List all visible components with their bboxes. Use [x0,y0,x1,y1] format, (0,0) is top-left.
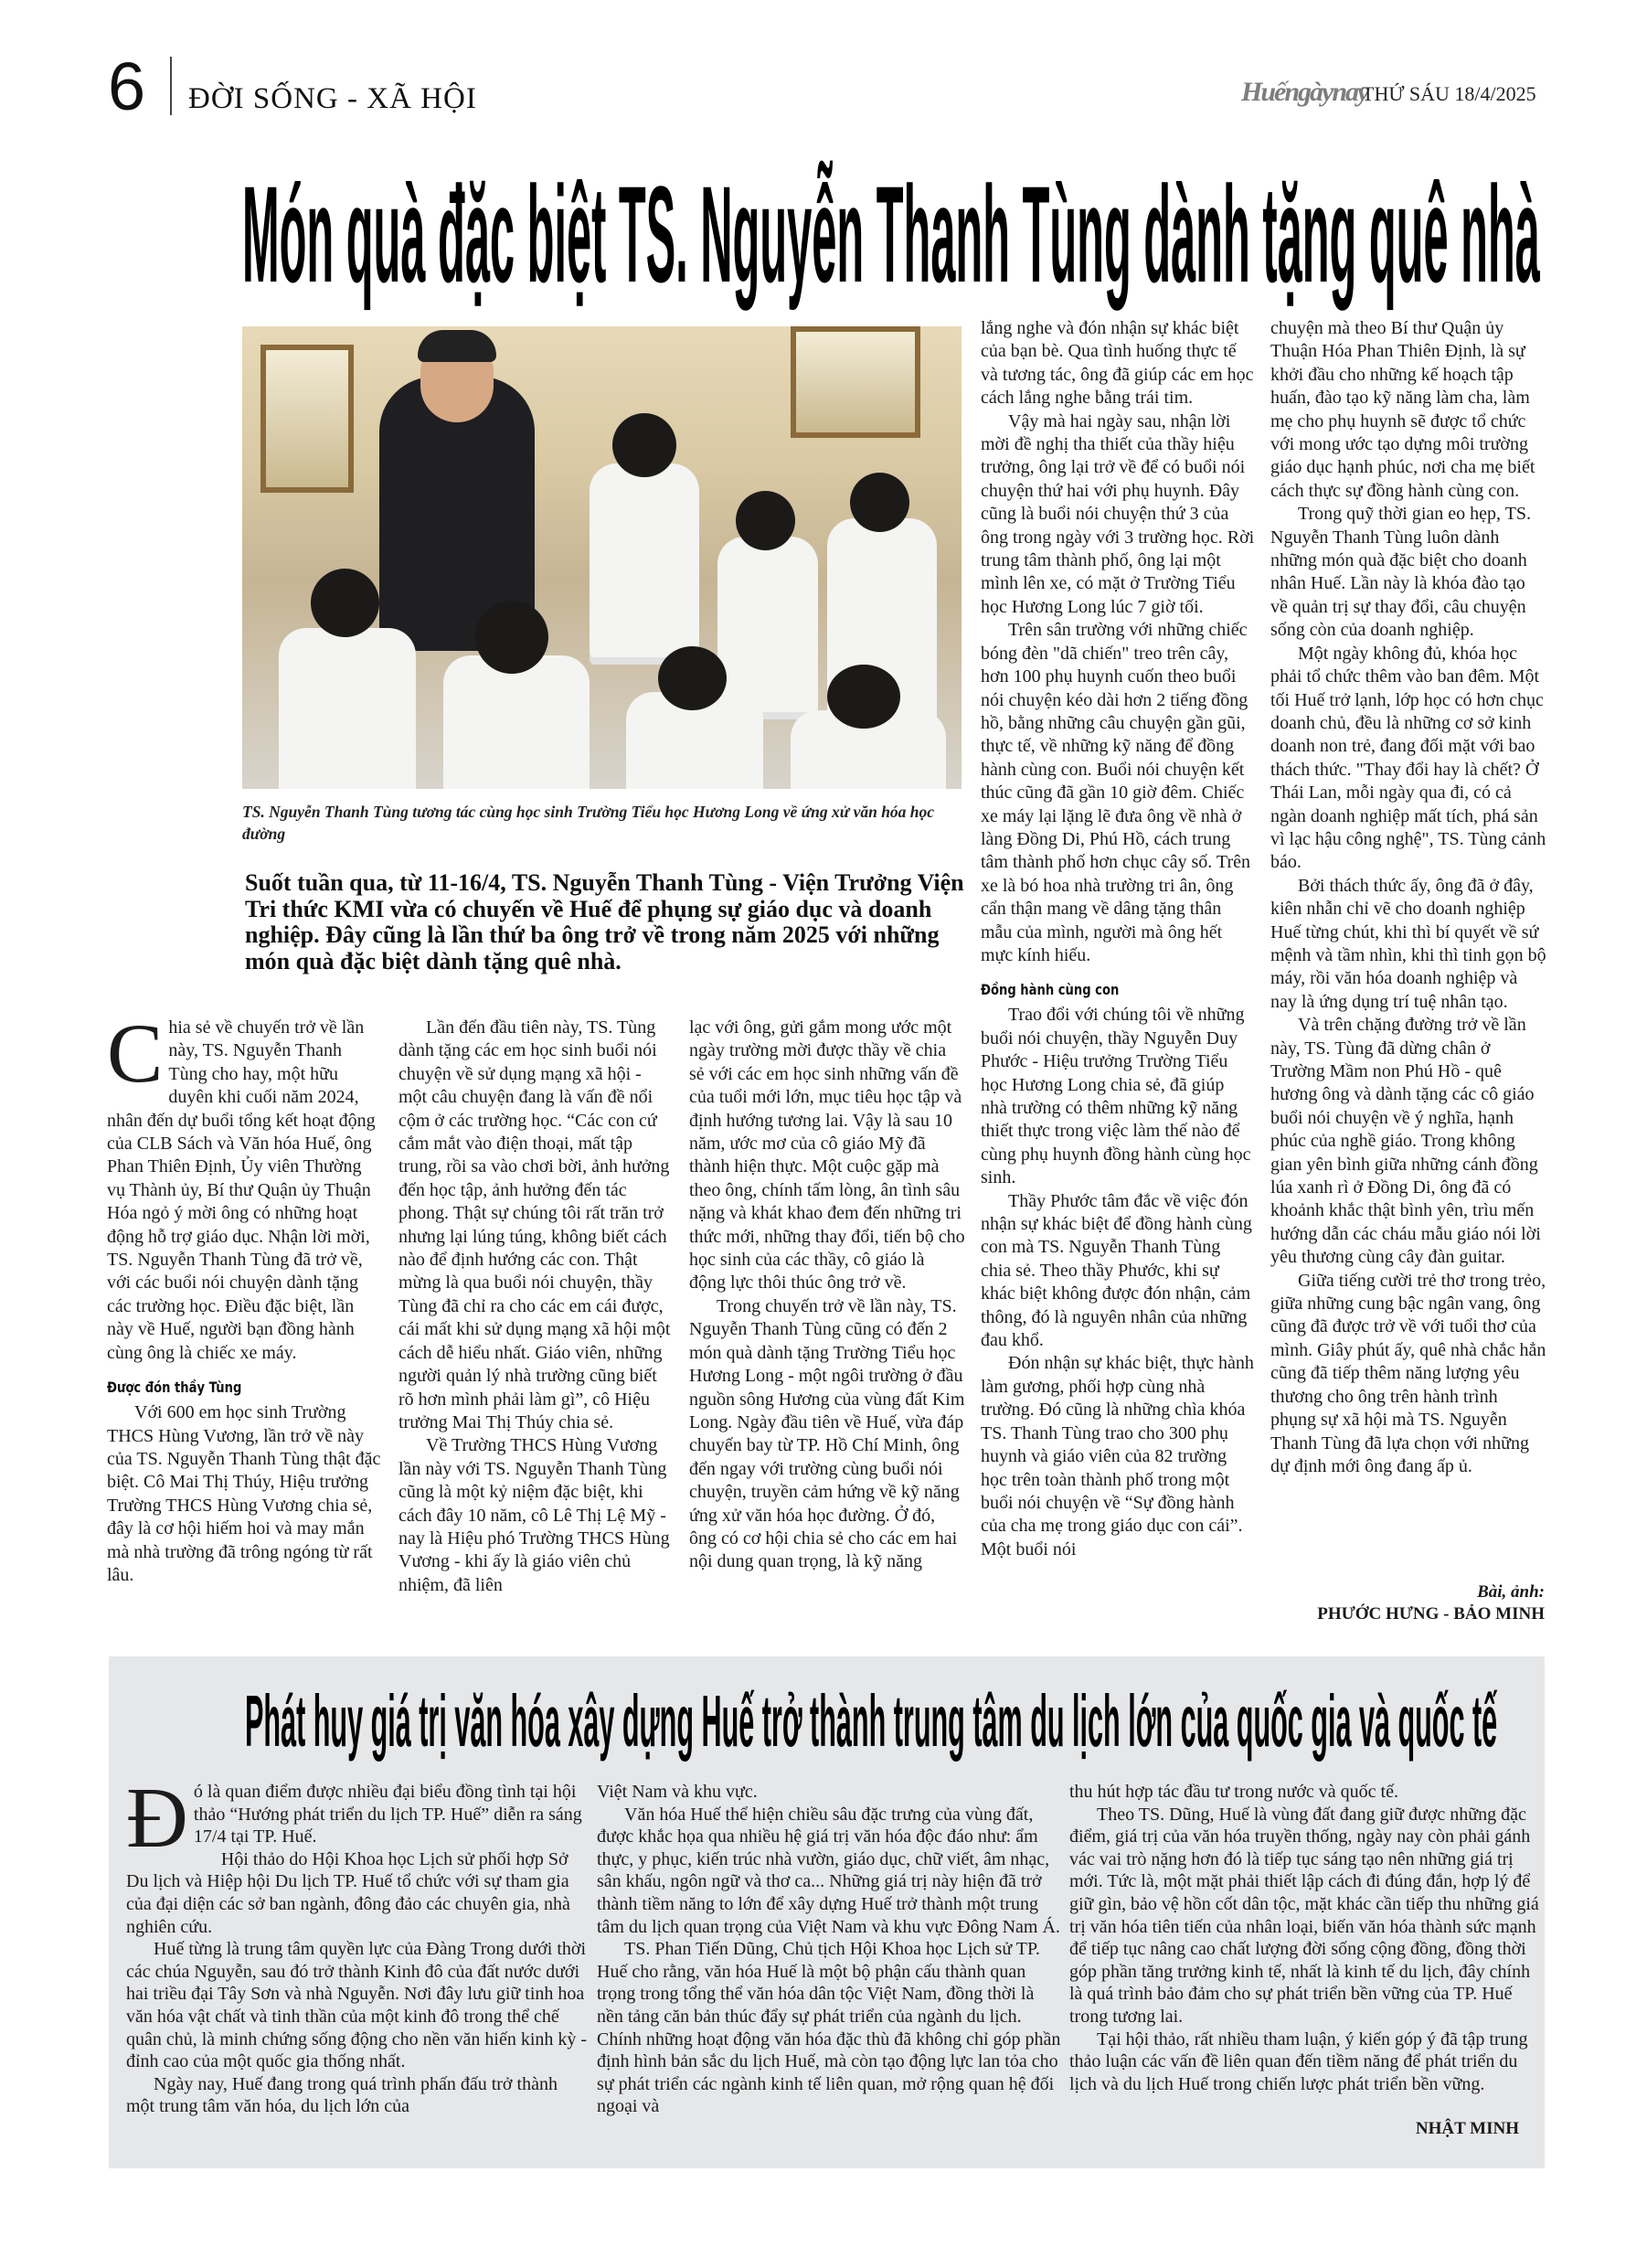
paragraph: Với 600 em học sinh Trường THCS Hùng Vương, lần trở về này của TS. Nguyễn Thanh Tùng thật đặc biệt. Cô Mai Thị Thúy, Hiệu trưởng Trường THCS Hùng Vương chia sẻ, đây là cơ hội hiếm hoi và may mắn mà nhà trường đã trông ngóng từ rất lâu. [107,1402,381,1585]
article2-column-1 [126,1771,588,2118]
student-figure [590,463,699,665]
paragraph-text: ó là quan điểm được nhiều đại biểu đồng tình tại hội thảo “Hướng phát triển du lịch TP. Huế” diễn ra sáng 17/4 tại TP. Huế. [193,1782,582,1847]
paragraph: lắng nghe và đón nhận sự khác biệt của bạn bè. Qua tình huống thực tế và tương tác, ông đã giúp các em học cách lắng nghe bằng trái tim. [981,318,1254,409]
paragraph: Việt Nam và khu vực. [597,1782,758,1802]
student-head [850,473,909,532]
paragraph: Và trên chặng đường trở về lần này, TS. Tùng đã dừng chân ở Trường Mầm non Phú Hồ - quê hương ông và dành tặng các cô giáo buổi nói chuyện về ý nghĩa, hạnh phúc của nghề giáo. Trong không gian yên bình giữa những cánh đồng lúa xanh rì ở Đồng Di, ông đã có khoảnh khắc thật bình yên, trìu mến hướng dẫn các cháu mẫu giáo nói lời yêu thương cùng cây đàn guitar. [1270,1015,1541,1268]
article-column-5 [1270,317,1546,1478]
paragraph: Thầy Phước tâm đắc về việc đón nhận sự khác biệt để đồng hành cùng con mà TS. Nguyễn Thanh Tùng chia sẻ. Theo thầy Phước, khi sự khác biệt không được đón nhận, cảm thông, đó là nguyên nhân của những đau khổ. [981,1190,1252,1351]
student-head [827,665,900,729]
paragraph: Trong chuyến trở về lần này, TS. Nguyễn Thanh Tùng cũng có đến 2 món quà dành tặng Trường Tiểu học Hương Long - một ngôi trường ở đầu nguồn sông Hương của vùng đất Kim Long. Ngày đầu tiên về Huế, vừa đáp chuyến bay từ TP. Hồ Chí Minh, ông đến ngay với trường cùng buổi nói chuyện, truyền cảm hứng về kỹ năng ứng xử văn hóa học đường. Ở đó, ông có cơ hội chia sẻ cho các em hai nội dung quan trọng, là kỹ năng [689,1295,965,1572]
paragraph: Vậy mà hai ngày sau, nhận lời mời đề nghị tha thiết của thầy hiệu trưởng, ông lại trở về để có buổi nói chuyện thứ hai với phụ huynh. Đây cũng là buổi nói chuyện thứ 3 của ông trong ngày với 3 trường học. Rời trung tâm thành phố, ông lại một mình lên xe, có mặt ở Trường Tiểu học Hương Long lúc 7 giờ tối. [981,410,1255,617]
subheading: Được đón thầy Tùng [107,1379,242,1397]
paragraph: Hội thảo do Hội Khoa học Lịch sử phối hợp Sở Du lịch và Hiệp hội Du lịch TP. Huế tổ chức với sự tham gia của đại diện các sở ban ngành, đông đảo các chuyên gia, nhà nghiên cứu. [126,1848,570,1937]
paragraph: Bởi thách thức ấy, ông đã ở đây, kiên nhẫn chỉ vẽ cho doanh nghiệp Huế từng chút, khi thì bí quyết về sứ mệnh và tầm nhìn, khi thì tinh gọn bộ máy, rồi văn hóa doanh nghiệp và nay là ứng dụng trí tuệ nhân tạo. [1270,875,1546,1012]
paragraph: Lần đến đầu tiên này, TS. Tùng dành tặng các em học sinh buổi nói chuyện về sử dụng mạng xã hội - một câu chuyện đang là vấn đề nổi cộm ở các trường học. “Các con cứ cắm mắt vào điện thoại, mất tập trung, rồi sa vào chơi bời, ảnh hưởng đến học tập, ảnh hưởng đến tác phong. Thật sự chúng tôi rất trăn trở nhưng lại lúng túng, không biết cách nào để định hướng các con. Thật mừng là qua buổi nói chuyện, thầy Tùng đã chỉ ra cho các em cái được, cái mất khi sử dụng mạng xã hội một cách dễ hiểu nhất. Giáo viên, những người quản lý nhà trường cũng biết rõ hơn mình phải làm gì”, cô Hiệu trưởng Mai Thị Thúy chia sẻ. [398,1017,671,1432]
paragraph: Trao đổi với chúng tôi về những buổi nói chuyện, thầy Nguyễn Duy Phước - Hiệu trưởng Trường Tiểu học Hương Long chia sẻ, đã giúp nhà trường có thêm những kỹ năng thiết thực trong việc làm thế nào để cùng phụ huynh đồng hành cùng học sinh. [981,1005,1251,1188]
student-figure [443,655,590,789]
paragraph: Ngày nay, Huế đang trong quá trình phấn đấu trở thành một trung tâm văn hóa, du lịch lớn của [126,2073,558,2117]
student-figure [279,628,416,789]
student-head [475,601,548,674]
student-head [658,646,727,710]
byline-2: NHẬT MINH [1415,2119,1519,2138]
article-lead: Suốt tuần qua, từ 11-16/4, TS. Nguyễn Thanh Tùng - Viện Trưởng Viện Tri thức KMI vừa có chuyến về Huế để phụng sự giáo dục và doanh nghiệp. Đây cũng là lần thứ ba ông trở về trong năm 2025 với những món quà đặc biệt dành tặng quê nhà. [245,869,964,974]
speaker-hair [418,330,496,362]
student-head [736,491,795,550]
article2-column-3 [1069,1781,1540,2095]
article-headline-2: Phát huy giá trị văn hóa xây dựng Huế trở thành trung tâm du lịch lớn của quốc gia và quốc tế [245,1680,1498,1762]
article-headline: Món quà đặc biệt TS. Nguyễn Thanh Tùng dành tặng quê nhà [242,157,1540,311]
byline-label: Bài, ảnh: [1477,1582,1545,1602]
window [791,326,920,438]
drop-cap: Đ [126,1771,188,1866]
paragraph: thu hút hợp tác đầu tư trong nước và quốc tế. [1069,1782,1398,1802]
paragraph: Về Trường THCS Hùng Vương lần này với TS. Nguyễn Thanh Tùng cũng là một kỷ niệm đặc biệt, khi cách đây 10 năm, cô Lê Thị Lệ Mỹ - nay là Hiệu phó Trường THCS Hùng Vương - khi ấy là giáo viên chủ nhiệm, đã liên [398,1435,670,1595]
paragraph: Văn hóa Huế thể hiện chiều sâu đặc trưng của vùng đất, được khắc họa qua nhiều hệ giá trị văn hóa độc đáo như: ẩm thực, y phục, kiến trúc nhà vườn, giáo dục, chữ viết, âm nhạc, sân khấu, ngôn ngữ và thơ ca... Những giá trị này hiện đã trở thành tiềm năng to lớn để xây dựng Huế trở thành một trung tâm du lịch quan trọng của Việt Nam và khu vực Đông Nam Á. [597,1804,1060,1937]
student-head [612,413,676,477]
paragraph: Theo TS. Dũng, Huế là vùng đất đang giữ được những đặc điểm, giá trị của văn hóa truyền thống, ngày nay còn phải gánh vác vai trò nặng hơn đó là tiếp tục sáng tạo nên những giá trị mới. Tức là, một mặt phải thiết lập cách đi đúng đắn, hợp lý để giữ gìn, bảo vệ hồn cốt dân tộc, mặt khác cần tiếp thu những giá trị văn hóa tiên tiến của nhân loại, biến văn hóa thành sức mạnh để tiếp tục nâng cao chất lượng đời sống cộng đồng, đồng thời góp phần tăng trưởng kinh tế, nhất là kinh tế du lịch, đây chính là quá trình bảo đảm cho sự phát triển bền vững của TP. Huế trong tương lai. [1069,1804,1539,2027]
paragraph: lạc với ông, gửi gắm mong ước một ngày trường mời được thầy về chia sẻ với các em học sinh những vấn đề của tuổi mới lớn, mục tiêu học tập và định hướng tương lai. Vậy là sau 10 năm, ước mơ của cô giáo Mỹ đã thành hiện thực. Một cuộc gặp mà theo ông, chính tấm lòng, ân tình sâu nặng và khát khao đem đến những tri thức mới, những thay đổi, tiến bộ cho học sinh của các thầy, cô giáo là động lực thôi thúc ông trở về. [689,1017,965,1294]
photo-caption: TS. Nguyễn Thanh Tùng tương tác cùng học sinh Trường Tiểu học Hương Long về ứng xử văn hóa học đường [242,803,935,843]
page-number: 6 [108,48,146,124]
article2-column-2 [597,1781,1063,2118]
byline-authors: PHƯỚC HƯNG - BẢO MINH [1317,1604,1545,1624]
section-title: ĐỜI SỐNG - XÃ HỘI [188,82,477,115]
student-head [311,569,379,637]
paragraph: Trong quỹ thời gian eo hẹp, TS. Nguyễn Thanh Tùng luôn dành những món quà đặc biệt cho doanh nhân Huế. Lần này là khóa đào tạo về quản trị sự thay đổi, câu chuyện sống còn của doanh nghiệp. [1270,504,1532,641]
paragraph [126,1771,588,1866]
window [260,345,354,493]
article-column-4 [981,317,1255,1561]
paragraph: chuyện mà theo Bí thư Quận ủy Thuận Hóa Phan Thiên Định, là sự khởi đầu cho những kế hoạch tập huấn, đào tạo kỹ năng làm cha, làm mẹ cho phụ huynh sẽ được tổ chức với mong ước tạo dựng môi trường giáo dục hạnh phúc, nơi cha mẹ biết cách thực sự đồng hành cùng con. [1270,318,1535,501]
paragraph [107,1006,381,1365]
newspaper-logo: Huếngàynay [1241,77,1368,107]
issue-date: THỨ SÁU 18/4/2025 [1362,82,1536,105]
paragraph: TS. Phan Tiến Dũng, Chủ tịch Hội Khoa học Lịch sử TP. Huế cho rằng, văn hóa Huế là một bộ phận cấu thành quan trọng trong tổng thể văn hóa dân tộc Việt Nam, đồng thời là nền tảng căn bản thúc đẩy sự phát triển của ngành du lịch. Chính những hoạt động văn hóa đặc thù đã không chỉ góp phần định hình bản sắc du lịch Huế, mà còn tạo động lực lan tỏa cho sự phát triển các ngành kinh tế liên quan, mở rộng quan hệ đối ngoại và [597,1939,1061,2117]
article-column-1 [107,1006,381,1587]
paragraph: Giữa tiếng cười trẻ thơ trong trẻo, giữa những cung bậc ngân vang, ông cũng đã được trở về với tuổi thơ của mình. Giây phút ấy, quê nhà chắc hẳn cũng đã tiếp thêm năng lượng yêu thương cho ông trên hành trình phụng sự xã hội mà TS. Nguyễn Thanh Tùng đã lựa chọn với những dự định mới ông đang ấp ủ. [1270,1270,1546,1476]
paragraph: Đón nhận sự khác biệt, thực hành làm gương, phối hợp cùng nhà trường. Đó cũng là những chìa khóa TS. Thanh Tùng trao cho 300 phụ huynh và giáo viên của 82 trường học trên toàn thành phố trong một buổi nói chuyện về “Sự đồng hành của cha mẹ trong giáo dục con cái”. Một buổi nói [981,1353,1254,1560]
article-photo [242,326,962,789]
paragraph: Huế từng là trung tâm quyền lực của Đàng Trong dưới thời các chúa Nguyễn, sau đó trở thành Kinh đô của đất nước dưới hai triều đại Tây Sơn và nhà Nguyễn. Nơi đây lưu giữ tinh hoa văn hóa vật chất và tinh thần của một kinh đô trong thể chế quân chủ, là minh chứng sống động cho nền văn hiến kinh kỳ - đỉnh cao của một quốc gia thống nhất. [126,1939,588,2072]
paragraph: Tại hội thảo, rất nhiều tham luận, ý kiến góp ý đã tập trung thảo luận các vấn đề liên quan đến tiềm năng để phát triển du lịch và du lịch Huế trong chiến lược phát triển bền vững. [1069,2028,1528,2094]
paragraph: Một ngày không đủ, khóa học phải tổ chức thêm vào ban đêm. Một tối Huế trở lạnh, lớp học có hơn chục doanh chủ, đều là những cơ sở kinh doanh non trẻ, đang đối mặt với bao thách thức. "Thay đổi hay là chết? Ở Thái Lan, mỗi ngày qua đi, có cả ngàn doanh nghiệp mất tích, phá sản vì lạc hậu công nghệ", TS. Tùng cảnh báo. [1270,643,1546,873]
subheading: Đồng hành cùng con [981,981,1120,999]
paragraph: Trên sân trường với những chiếc bóng đèn "dã chiến" treo trên cây, hơn 100 phụ huynh cuốn theo buổi nói chuyện kéo dài hơn 2 tiếng đồng hồ, bằng những câu chuyện gần gũi, thực tế, về những kỹ năng để đồng hành cùng con. Buổi nói chuyện kết thúc cũng đã gần 10 giờ đêm. Chiếc xe máy lại lặng lẽ đưa ông về nhà ở làng Đồng Di, Phú Hồ, cách trung tâm thành phố hơn chục cây số. Trên xe là bó hoa nhà trường tri ân, ông cẩn thận mang về dâng tặng thân mẫu của mình, người mà ông hết mực kính hiếu. [981,620,1250,965]
paragraph-text: hia sẻ về chuyến trở về lần này, TS. Nguyễn Thanh Tùng cho hay, một hữu duyên khi cuối năm 2024, nhân đến dự buổi tổng kết hoạt động của CLB Sách và Văn hóa Huế, ông Phan Thiên Định, Ủy viên Thường vụ Thành ủy, Bí thư Quận ủy Thuận Hóa ngỏ ý mời ông có những hoạt động hỗ trợ giáo dục. Nhận lời mời, TS. Nguyễn Thanh Tùng đã trở về, với các buổi nói chuyện dành tặng các trường học. Điều đặc biệt, lần này về Huế, người bạn đồng hành cùng ông là chiếc xe máy. [107,1017,376,1363]
drop-cap: C [107,1006,164,1100]
header-divider [170,57,172,115]
article-column-3 [689,1017,965,1574]
byline [1270,1581,1545,1625]
article-column-2 [398,1017,673,1597]
